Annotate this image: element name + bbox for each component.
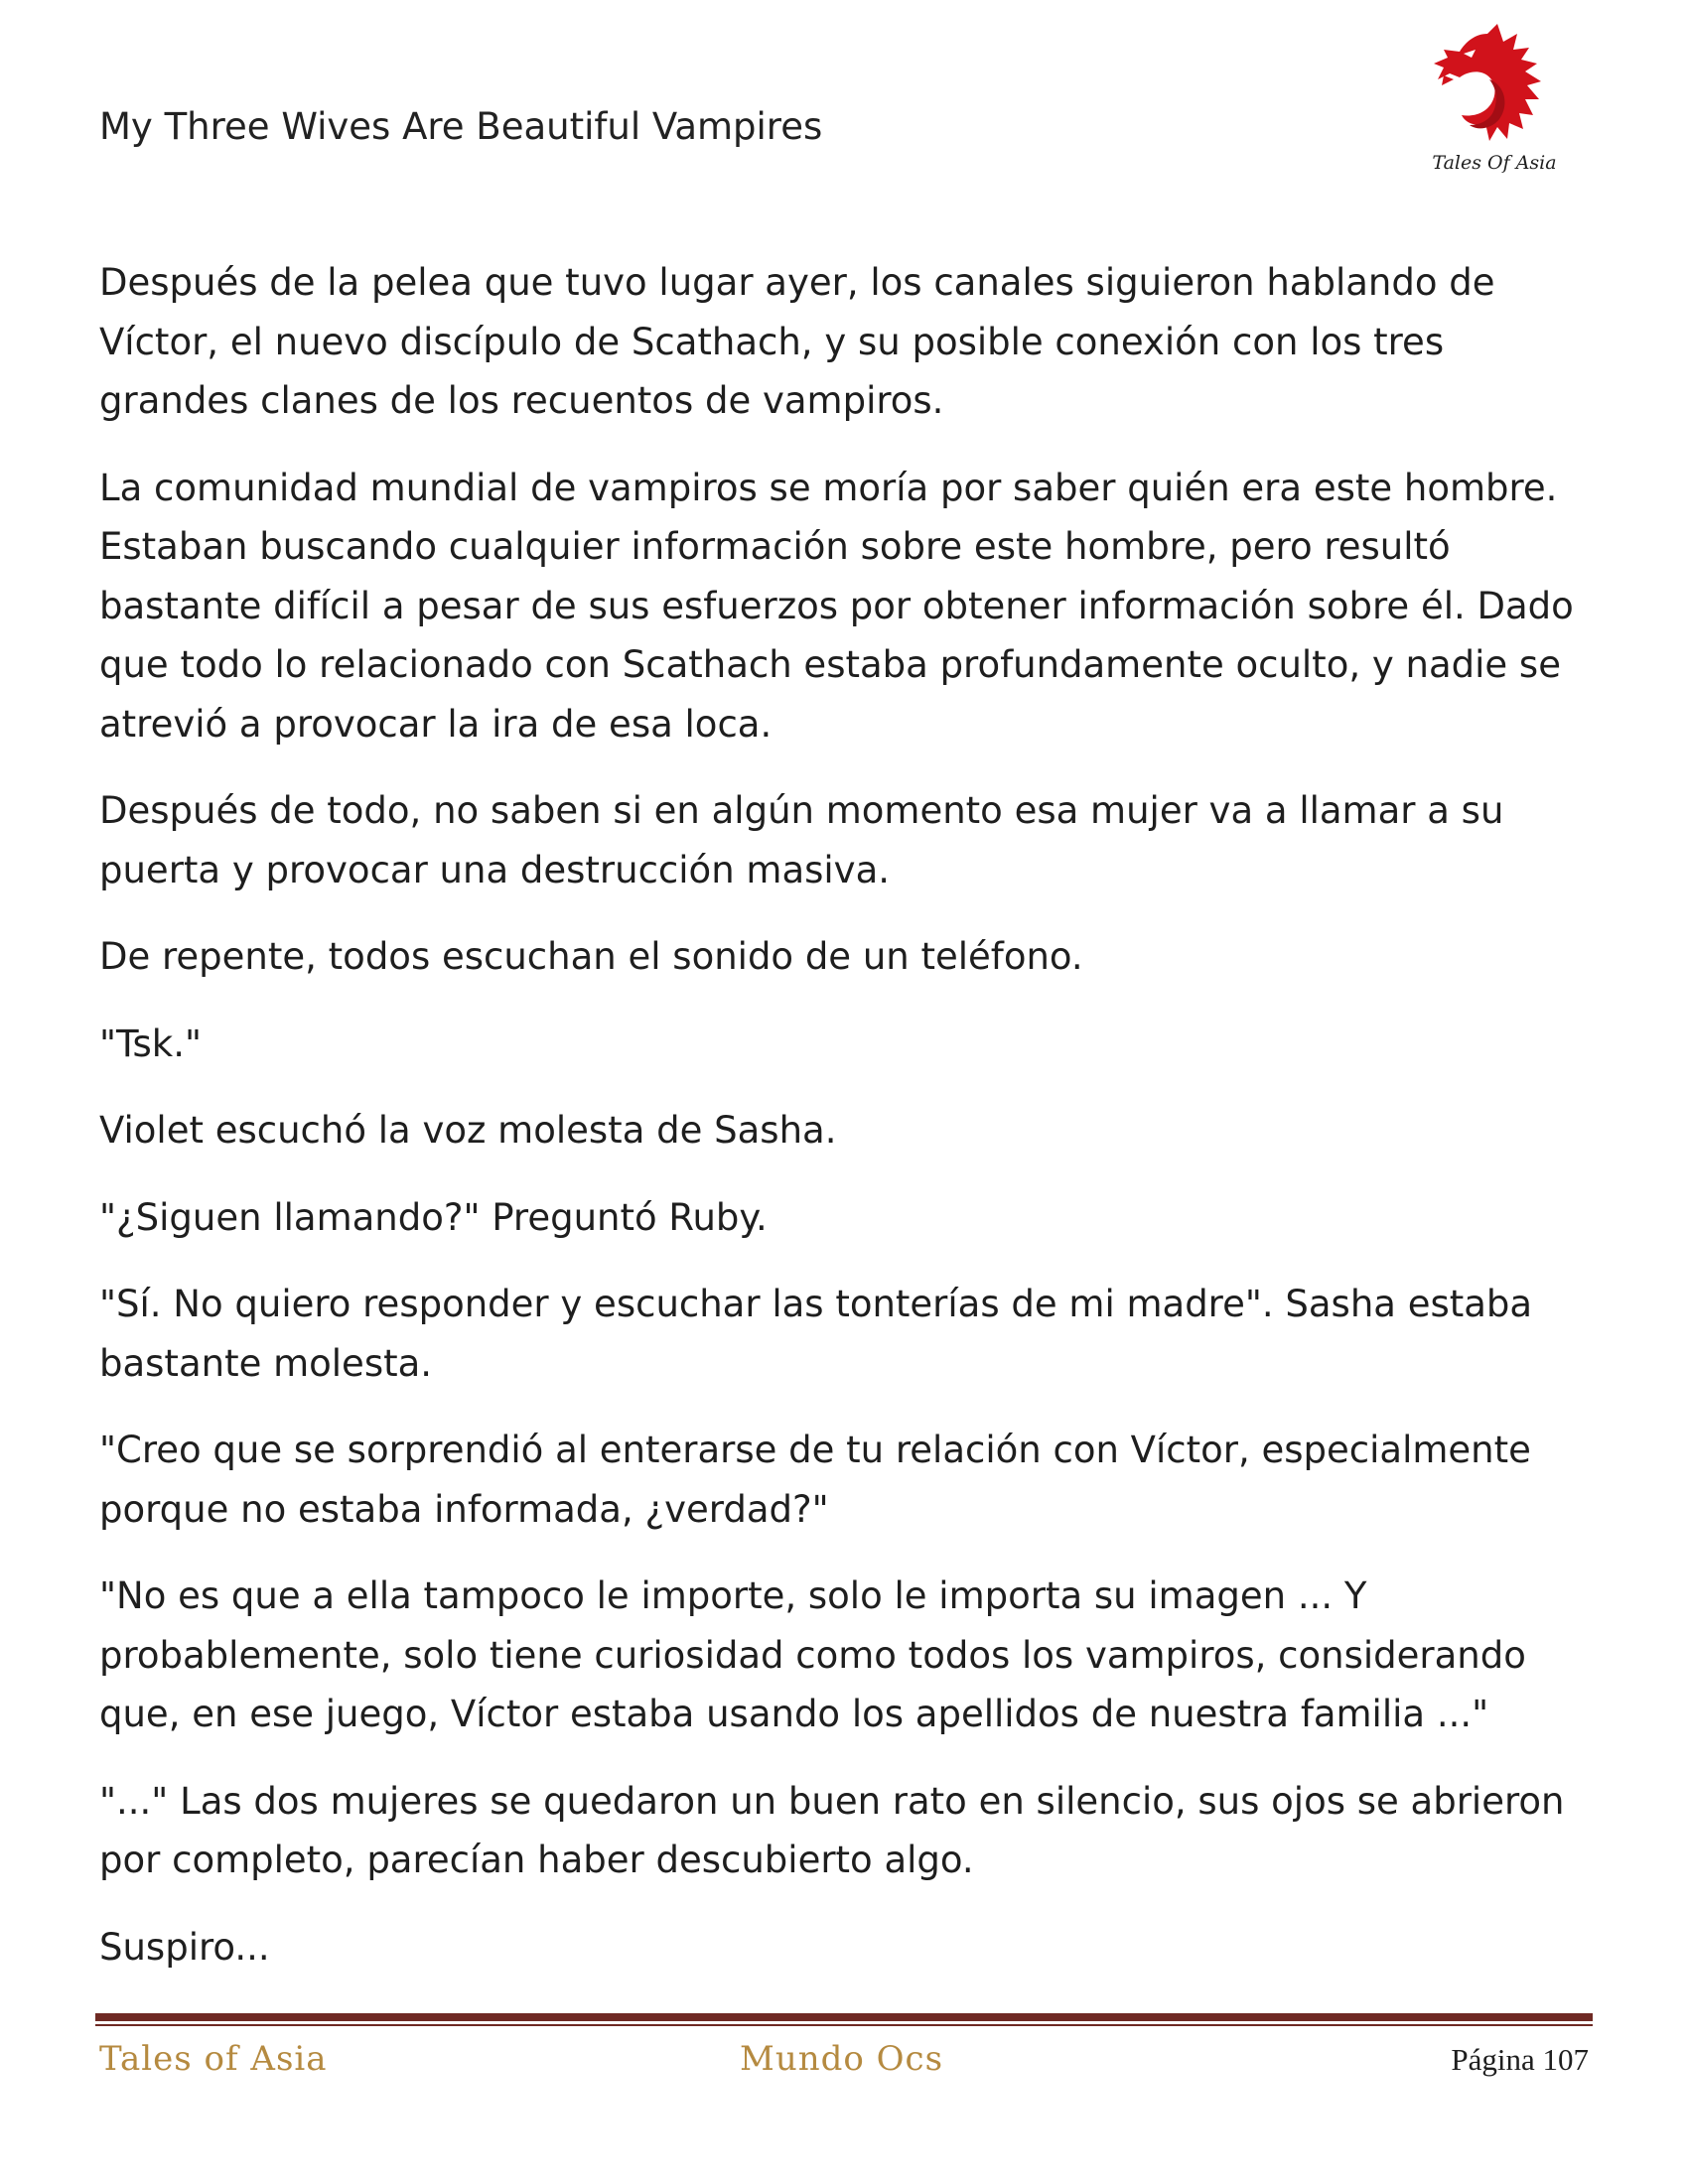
footer-divider-thin xyxy=(95,2024,1593,2026)
paragraph: "Sí. No quiero responder y escuchar las tonterías de mi madre". Sasha estaba bastante molesta. xyxy=(99,1283,1533,1385)
paragraph: De repente, todos escuchan el sonido de un teléfono. xyxy=(99,935,1083,978)
logo-text: Tales Of Asia xyxy=(1432,152,1557,174)
footer-divider xyxy=(95,2013,1593,2021)
footer-site: Mundo Ocs xyxy=(740,2039,944,2079)
paragraph: Violet escuchó la voz molesta de Sasha. xyxy=(99,1109,837,1152)
page-number: Página 107 xyxy=(1451,2042,1589,2077)
document-title: My Three Wives Are Beautiful Vampires xyxy=(99,105,823,148)
publisher-logo xyxy=(1430,20,1559,179)
paragraph: "..." Las dos mujeres se quedaron un buen rato en silencio, sus ojos se abrieron por completo, parecían haber descubierto algo. xyxy=(99,1779,1565,1881)
paragraph: Después de la pelea que tuvo lugar ayer, los canales siguieron hablando de Víctor, el nuevo discípulo de Scathach, y su posible conexión con los tres grandes clanes de los recuentos de vampiros. xyxy=(99,261,1495,422)
paragraph: "Tsk." xyxy=(99,1022,202,1065)
paragraph: "¿Siguen llamando?" Preguntó Ruby. xyxy=(99,1195,768,1239)
chapter-body xyxy=(99,253,1599,2004)
dragon-icon xyxy=(1430,20,1559,151)
paragraph: La comunidad mundial de vampiros se moría por saber quién era este hombre. Estaban buscando cualquier información sobre este hombre, pero resultó bastante difícil a pesar de sus esfuerzos por obtener información sobre él. Dado que todo lo relacionado con Scathach estaba profundamente oculto, y nadie se atrevió a provocar la ira de esa loca. xyxy=(99,466,1574,746)
paragraph: Después de todo, no saben si en algún momento esa mujer va a llamar a su puerta y provocar una destrucción masiva. xyxy=(99,789,1504,891)
footer-publisher: Tales of Asia xyxy=(99,2039,328,2079)
paragraph: Suspiro... xyxy=(99,1925,270,1969)
paragraph: "Creo que se sorprendió al enterarse de tu relación con Víctor, especialmente porque no estaba informada, ¿verdad?" xyxy=(99,1429,1531,1531)
paragraph: "No es que a ella tampoco le importe, solo le importa su imagen ... Y probablemente, solo tiene curiosidad como todos los vampiros, considerando que, en ese juego, Víctor estaba usando los apellidos de nuestra familia ..." xyxy=(99,1574,1526,1735)
